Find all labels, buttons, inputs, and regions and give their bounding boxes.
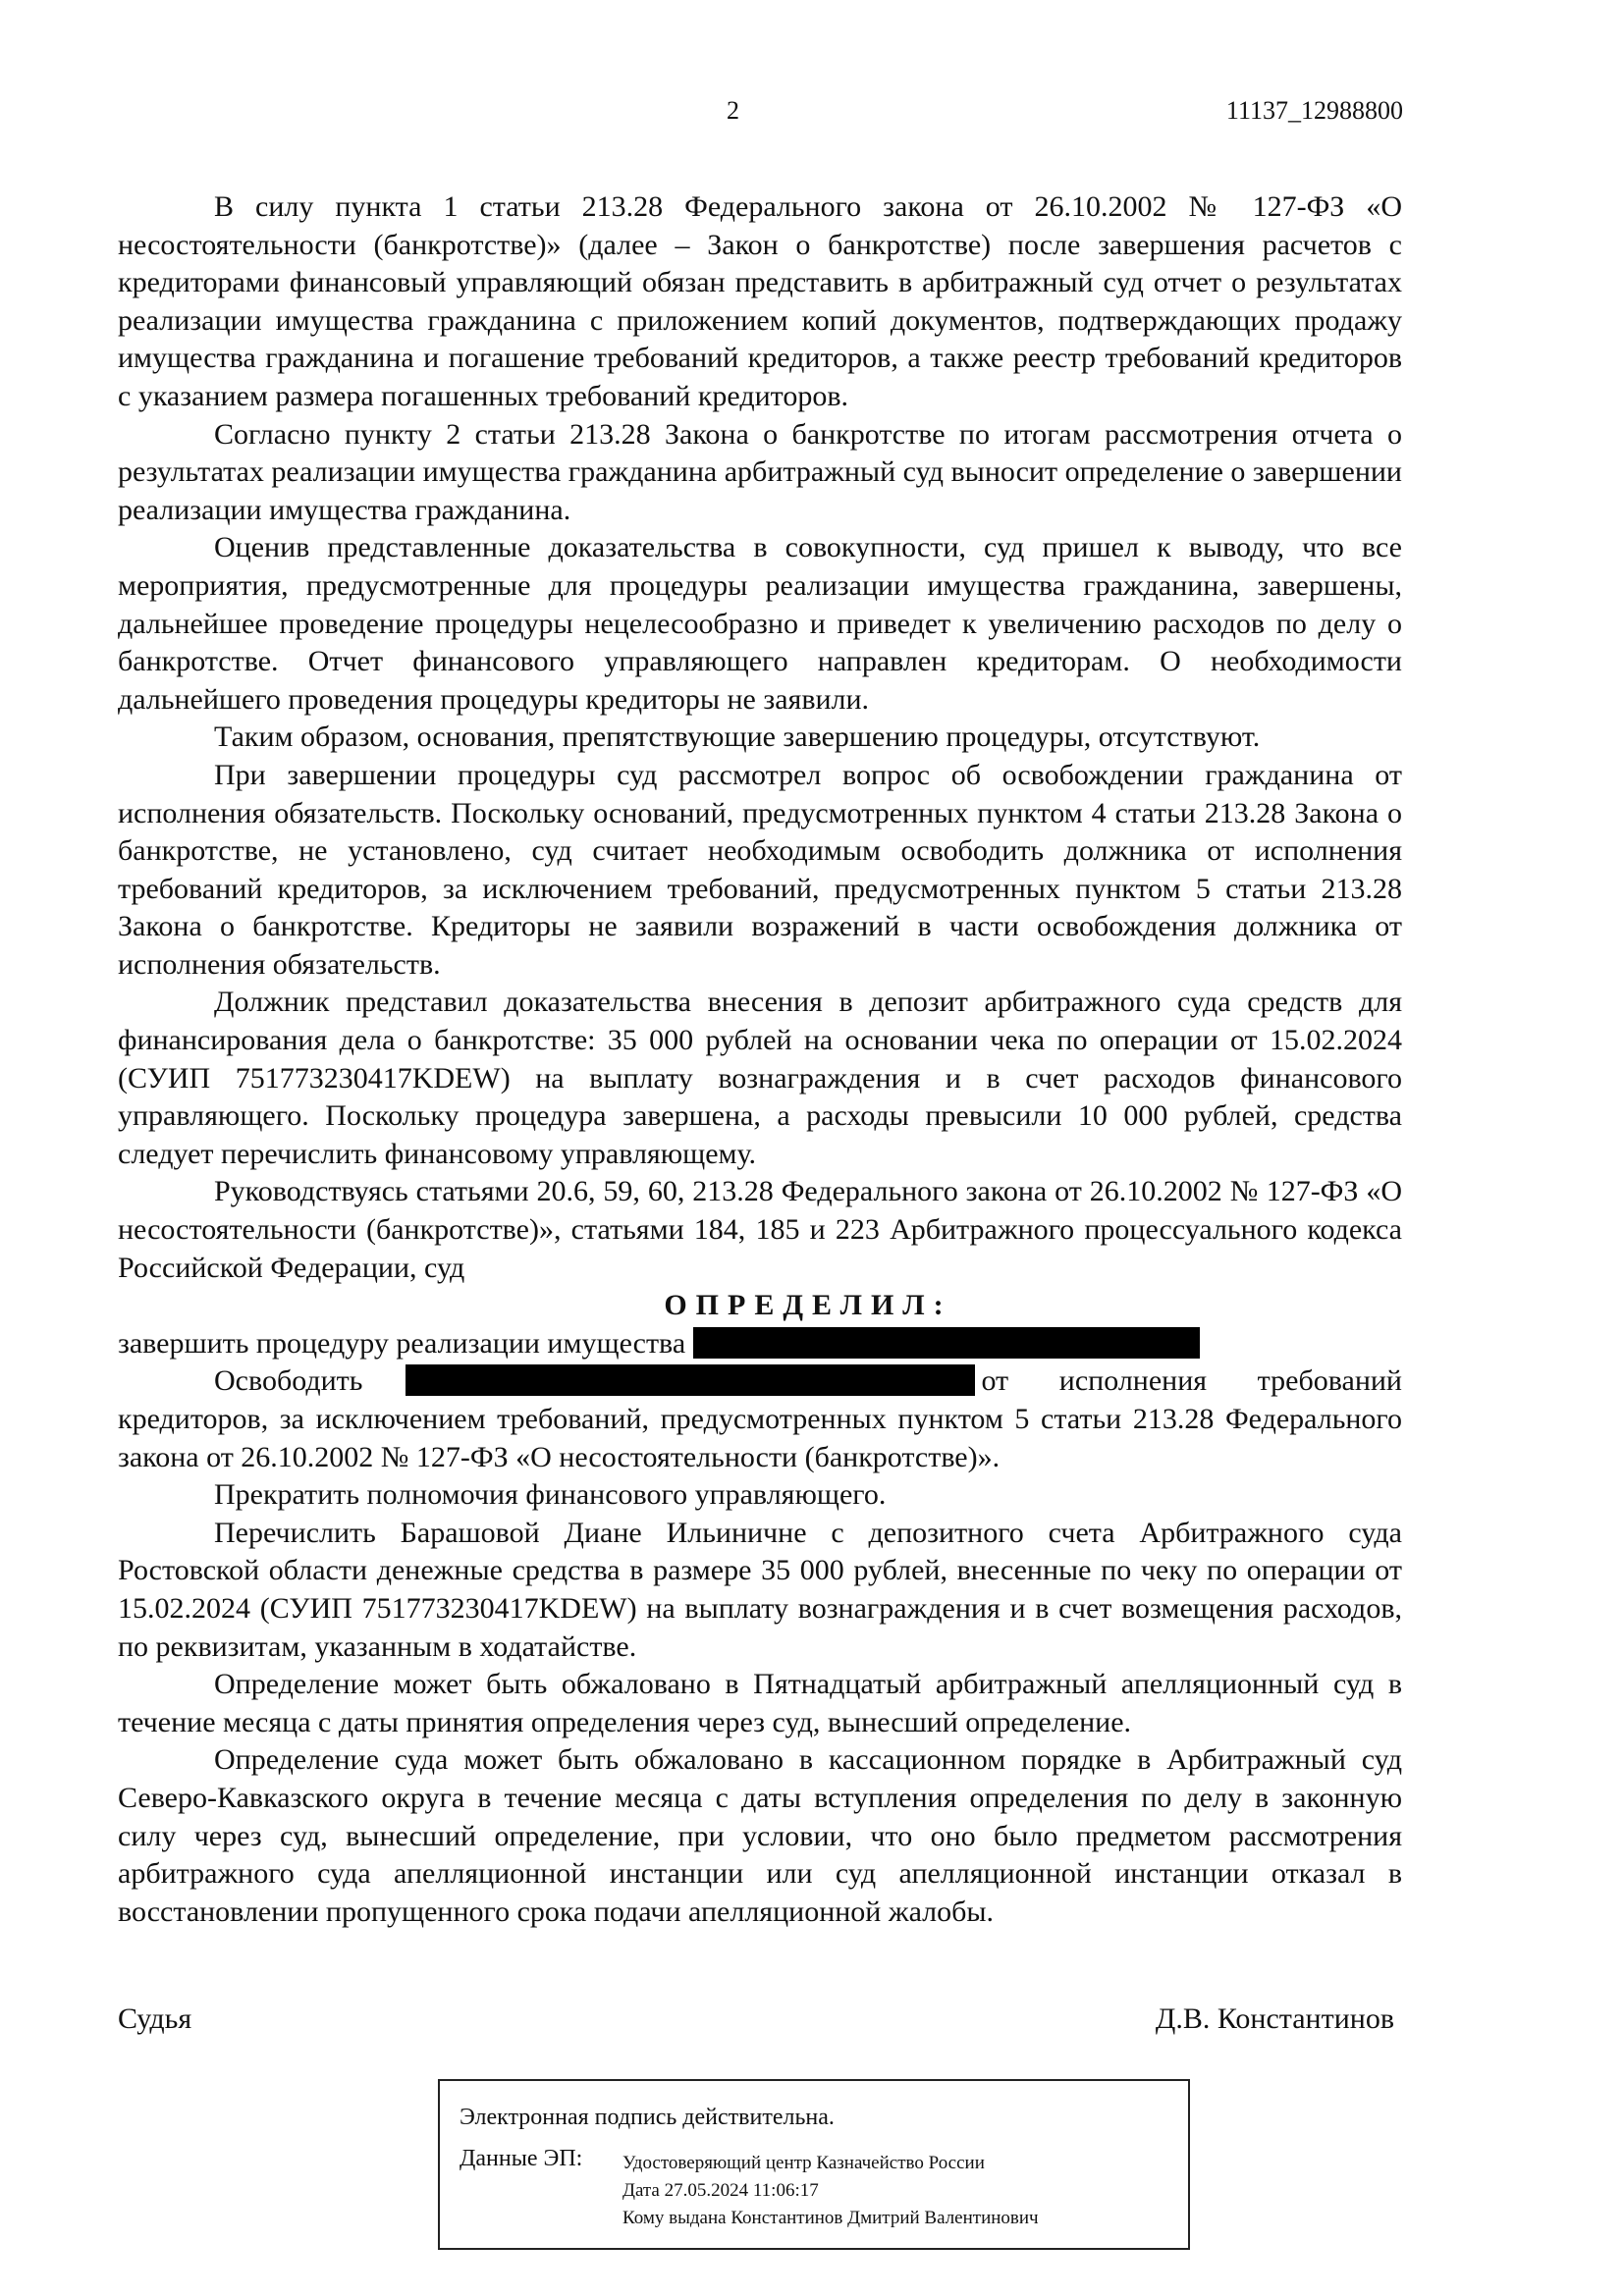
paragraph-legal-basis: В силу пункта 1 статьи 213.28 Федерального закона от 26.10.2002 № 127-ФЗ «О несостоятельности (банкротстве)» (далее – Закон о банкротстве) после завершения расчетов с кредиторами финансовый управляющий обязан представить в арбитражный суд отчет о результатах реализации имущества гражданина с приложением копий документов, подтверждающих продажу имущества гражданина и погашение требований кредиторов, а также реестр требований кредиторов с указанием размера погашенных требований кредиторов. xyxy=(118,190,1402,412)
paragraph-evidence-assessment: Оценив представленные доказательства в совокупности, суд пришел к выводу, что все мероприятия, предусмотренные для процедуры реализации имущества гражданина, завершены, дальнейшее проведение процедуры нецелесообразно и приведет к увеличению расходов по делу о банкротстве. Отчет финансового управляющего направлен кредиторам. О необходимости дальнейшего проведения процедуры кредиторы не заявили. xyxy=(118,531,1402,716)
esign-issuer: Удостоверяющий центр Казначейство России xyxy=(622,2153,985,2173)
redaction-bar xyxy=(406,1364,975,1396)
ruling-appeal: Определение может быть обжаловано в Пятнадцатый арбитражный апелляционный суд в течение месяца с даты принятия определения через суд, вынесший определение. xyxy=(118,1668,1402,1738)
ruling-complete-procedure xyxy=(118,1325,1402,1363)
ruling-release-end: от исполнения требований кредиторов, за исключением требований, предусмотренных пунктом 5 статьи 213.28 Федерального закона от 26.10.2002 № 127-ФЗ «О несостоятельности (банкротстве)». xyxy=(118,1364,1402,1473)
esign-issued-to: Кому выдана Константинов Дмитрий Валентинович xyxy=(622,2208,1039,2228)
ruling-heading: ОПРЕДЕЛИЛ: xyxy=(664,1289,952,1322)
paragraph-no-obstacles: Таким образом, основания, препятствующие завершению процедуры, отсутствуют. xyxy=(214,721,1261,754)
document-id: 11137_12988800 xyxy=(1225,96,1403,125)
esign-details xyxy=(622,2150,1039,2232)
electronic-signature-stamp xyxy=(438,2079,1190,2250)
ruling-terminate-powers: Прекратить полномочия финансового управляющего. xyxy=(214,1478,887,1512)
esign-valid-text: Электронная подпись действительна. xyxy=(460,2105,835,2130)
document-body xyxy=(118,188,1402,1931)
ruling-complete-text: завершить процедуру реализации имущества xyxy=(118,1326,686,1360)
paragraph-release-obligations: При завершении процедуры суд рассмотрел вопрос об освобождении гражданина от исполнения обязательств. Поскольку оснований, предусмотренных пунктом 4 статьи 213.28 Закона о банкротстве, не установлено, суд считает необходимым освободить должника от исполнения требований кредиторов, за исключением требований, предусмотренных пунктом 5 статьи 213.28 Закона о банкротстве. Кредиторы не заявили возражений в части освобождения должника от исполнения обязательств. xyxy=(118,758,1402,981)
paragraph-deposit: Должник представил доказательства внесения в депозит арбитражного суда средств для финансирования дела о банкротстве: 35 000 рублей на основании чека по операции от 15.02.2024 (СУИП 751773230417KDEW) на выплату вознаграждения и в счет расходов финансового управляющего. Поскольку процедура завершена, а расходы превысили 10 000 рублей, средства следует перечислить финансовому управляющему. xyxy=(118,986,1402,1170)
ruling-release-start: Освободить xyxy=(214,1364,363,1398)
page-number: 2 xyxy=(727,96,739,125)
ruling-transfer-funds: Перечислить Барашовой Диане Ильиничне с депозитного счета Арбитражного суда Ростовской области денежные средства в размере 35 000 рублей, внесенные по чеку по операции от 15.02.2024 (СУИП 751773230417KDEW) на выплату вознаграждения и в счет возмещения расходов, по реквизитам, указанным в ходатайстве. xyxy=(118,1516,1402,1663)
esign-data-label: Данные ЭП: xyxy=(460,2146,583,2171)
ruling-release-debtor xyxy=(118,1362,1402,1476)
redaction-bar xyxy=(693,1327,1200,1359)
ruling-cassation: Определение суда может быть обжаловано в кассационном порядке в Арбитражный суд Северо-Кавказского округа в течение месяца с даты вступления определения по делу в законную силу через суд, вынесший определение, при условии, что оно было предметом рассмотрения арбитражного суда апелляционной инстанции или суд апелляционной инстанции отказал в восстановлении пропущенного срока подачи апелляционной жалобы. xyxy=(118,1743,1402,1928)
paragraph-guided-by: Руководствуясь статьями 20.6, 59, 60, 213.28 Федерального закона от 26.10.2002 № 127-ФЗ «О несостоятельности (банкротстве)», статьями 184, 185 и 223 Арбитражного процессуального кодекса Российской Федерации, суд xyxy=(118,1175,1402,1284)
judge-name: Д.В. Константинов xyxy=(1155,2002,1394,2035)
esign-date: Дата 27.05.2024 11:06:17 xyxy=(622,2180,819,2201)
judge-title: Судья xyxy=(118,2002,192,2035)
paragraph-report-ruling: Согласно пункту 2 статьи 213.28 Закона о банкротстве по итогам рассмотрения отчета о результатах реализации имущества гражданина арбитражный суд выносит определение о завершении реализации имущества гражданина. xyxy=(118,417,1402,526)
